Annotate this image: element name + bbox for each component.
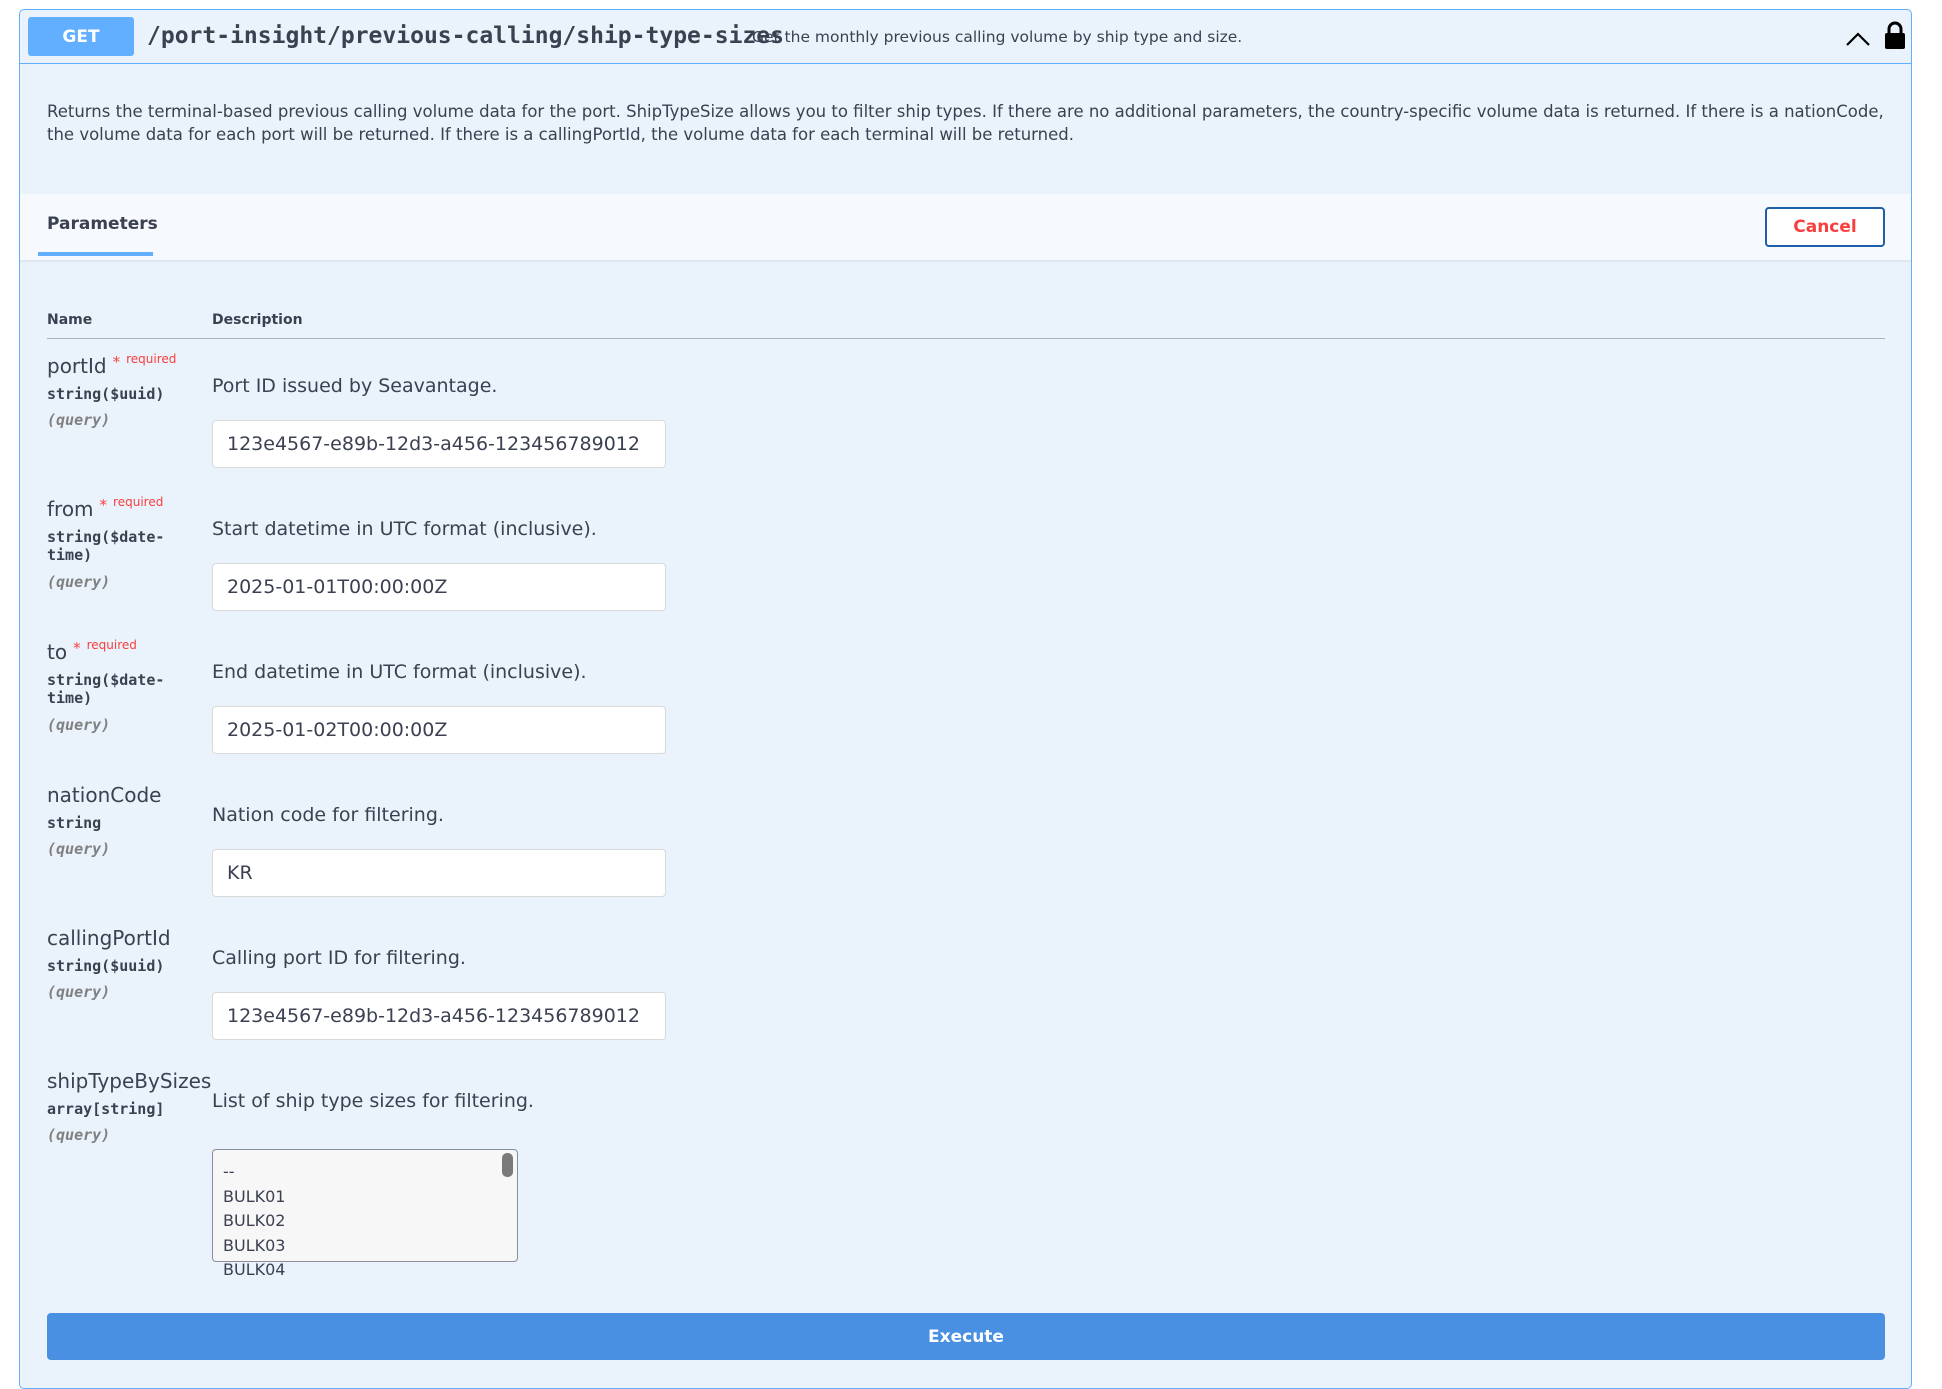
param-type: array[string]: [47, 1100, 165, 1118]
param-row-from: [20, 496, 1911, 636]
shipTypeBySizes-multiselect[interactable]: [212, 1149, 518, 1279]
nationCode-input[interactable]: [212, 849, 666, 897]
header-divider: [47, 338, 1885, 339]
required-star: *: [99, 496, 108, 514]
chevron-up-icon[interactable]: [1843, 24, 1873, 54]
param-row-portId: [20, 353, 1911, 493]
parameters-header: [20, 194, 1911, 261]
param-location: (query): [47, 840, 111, 858]
required-star: *: [73, 639, 81, 657]
param-type: string($uuid): [47, 957, 165, 975]
param-name: [47, 496, 163, 525]
param-name-text: to: [47, 640, 68, 664]
scrollbar-thumb[interactable]: [502, 1153, 513, 1177]
required-star: *: [112, 353, 121, 371]
operation-summary[interactable]: [20, 10, 1911, 64]
portId-input[interactable]: [212, 420, 666, 468]
cancel-button[interactable]: Cancel: [1765, 207, 1885, 247]
callingPortId-input[interactable]: [212, 992, 666, 1040]
param-location: (query): [47, 716, 111, 734]
required-label: required: [86, 638, 137, 652]
param-name: callingPortId: [47, 926, 171, 950]
param-row-to: [20, 639, 1911, 779]
param-name-text: from: [47, 497, 94, 521]
param-location: (query): [47, 1126, 111, 1144]
column-header-description: Description: [212, 312, 303, 328]
lock-icon[interactable]: [1884, 20, 1906, 50]
param-type: string($date-time): [47, 671, 165, 707]
param-location: (query): [47, 411, 111, 429]
param-name: [47, 639, 137, 668]
param-name: nationCode: [47, 783, 162, 807]
param-type: string: [47, 814, 102, 832]
param-location: (query): [47, 573, 111, 591]
option-item[interactable]: BULK01: [223, 1186, 286, 1206]
option-item[interactable]: BULK03: [223, 1235, 286, 1255]
param-description: Nation code for filtering.: [212, 804, 444, 826]
param-description: Port ID issued by Seavantage.: [212, 375, 498, 397]
param-name: [47, 353, 176, 382]
operation-description: Returns the terminal-based previous calling volume data for the port. ShipTypeSize allows you to filter ship types. If there are no additional parameters, the country-specific volume data is returned. If there is a nationCode, the volume data for each port will be returned. If there is a callingPortId, the volume data for each terminal will be returned.: [47, 102, 1884, 144]
param-description: End datetime in UTC format (inclusive).: [212, 661, 587, 683]
param-type: string($date-time): [47, 528, 165, 564]
tab-active-indicator: [38, 252, 153, 256]
param-row-nationCode: [20, 782, 1911, 922]
param-description: Calling port ID for filtering.: [212, 947, 466, 969]
param-row-callingPortId: [20, 925, 1911, 1065]
param-location: (query): [47, 983, 111, 1001]
option-item[interactable]: BULK02: [223, 1211, 286, 1230]
http-method-badge: GET: [28, 17, 134, 56]
option-item[interactable]: --: [223, 1162, 235, 1181]
endpoint-summary: Get the monthly previous calling volume by ship type and size.: [752, 28, 1243, 46]
param-name-text: portId: [47, 354, 107, 378]
option-item[interactable]: BULK04: [223, 1260, 286, 1279]
required-label: required: [113, 495, 164, 509]
required-label: required: [126, 352, 177, 366]
param-type: string($uuid): [47, 385, 165, 403]
param-description: Start datetime in UTC format (inclusive).: [212, 518, 597, 540]
operation-block: [19, 9, 1912, 1389]
column-header-name: Name: [47, 312, 93, 328]
param-description: List of ship type sizes for filtering.: [212, 1090, 534, 1112]
tab-parameters[interactable]: Parameters: [47, 214, 158, 234]
execute-button[interactable]: Execute: [47, 1313, 1885, 1360]
endpoint-path: /port-insight/previous-calling/ship-type-sizes: [147, 23, 784, 49]
param-name: shipTypeBySizes: [47, 1069, 212, 1093]
from-input[interactable]: [212, 563, 666, 611]
to-input[interactable]: [212, 706, 666, 754]
